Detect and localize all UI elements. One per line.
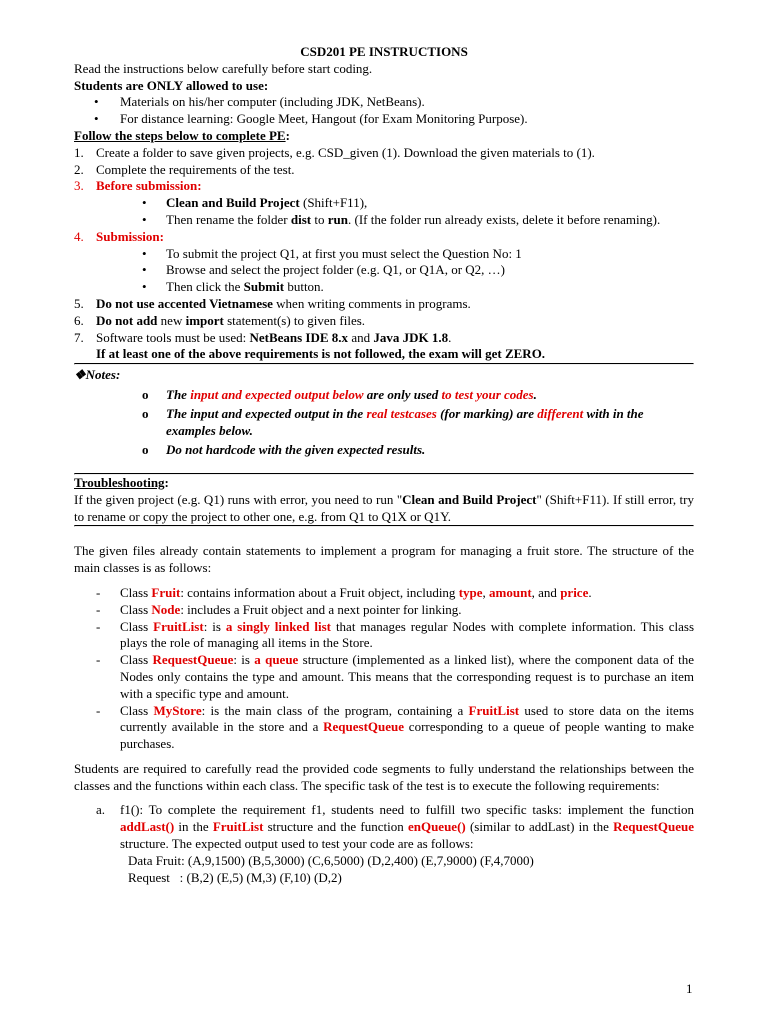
step-4-item: • Then click the Submit button.	[74, 279, 694, 296]
step-4: 4. Submission:	[74, 228, 164, 244]
troubleshooting-text: If the given project (e.g. Q1) runs with error, you need to run "Clean and Build Project" (Shift+F11). If still error, try to rename or copy the project to other one, e.g. from Q1 to Q1X or Q1Y.	[74, 491, 694, 524]
allowed-item: • Materials on his/her computer (including JDK, NetBeans).	[74, 94, 694, 111]
step-7: 7. Software tools must be used: NetBeans IDE 8.x and Java JDK 1.8.	[74, 329, 452, 345]
description-text: The given files already contain statements to implement a program for managing a fruit store. The structure of the main classes is as follows:	[74, 543, 694, 576]
step-3: 3. Before submission:	[74, 178, 202, 194]
zero-warning: If at least one of the above requirements is not followed, the exam will get ZERO.	[96, 346, 546, 362]
class-item-fruitlist: - Class FruitList: is a singly linked list that manages regular Nodes with complete information. This class plays the role of managing all items in the Store.	[74, 619, 694, 653]
expected-output-request: Request : (B,2) (E,5) (M,3) (F,10) (D,2)	[128, 869, 342, 885]
class-item-mystore: - Class MyStore: is the main class of the program, containing a FruitList used to store data on the items currently available in the store and a RequestQueue corresponding to a queue of people wanting to make purchases.	[74, 703, 694, 753]
requirement-f1: a. f1(): To complete the requirement f1, students need to fulfill two specific tasks: implement the function addLast() in the FruitList structure and the function enQueue() (similar to addLast) in the RequestQueue structure. The expected output used to test your code are as follows:	[96, 802, 694, 852]
step-4-item: • Browse and select the project folder (e.g. Q1, or Q1A, or Q2, …)	[74, 262, 694, 279]
step-3-item: • Then rename the folder dist to run. (If the folder run already exists, delete it before renaming).	[74, 212, 694, 229]
intro-text: Read the instructions below carefully before start coding.	[74, 60, 373, 76]
allowed-heading: Students are ONLY allowed to use:	[74, 77, 269, 93]
page-title: CSD201 PE INSTRUCTIONS	[300, 44, 468, 59]
allowed-item: • For distance learning: Google Meet, Hangout (for Exam Monitoring Purpose).	[74, 111, 694, 128]
step-1: 1. Create a folder to save given projects, e.g. CSD_given (1). Download the given materials to (1).	[74, 144, 595, 160]
page-number: 1	[686, 981, 693, 996]
expected-output-fruit: Data Fruit: (A,9,1500) (B,5,3000) (C,6,5000) (D,2,400) (E,7,9000) (F,4,7000)	[128, 852, 534, 868]
notes-heading: ❖Notes:	[74, 367, 121, 383]
steps-heading: Follow the steps below to complete PE:	[74, 127, 290, 143]
class-item-requestqueue: - Class RequestQueue: is a queue structure (implemented as a linked list), where the component data of the Nodes only contains the type and amount. This means that the corresponding request is to purchase an item with a specific type and amount.	[74, 652, 694, 702]
requirements-text: Students are required to carefully read the provided code segments to fully understand the relationships between the classes and the functions within each class. The specific task of the test is to execute the following requirements:	[74, 760, 694, 793]
note-item: o Do not hardcode with the given expected results.	[142, 441, 426, 457]
divider	[74, 363, 694, 365]
step-6: 6. Do not add new import statement(s) to given files.	[74, 312, 366, 328]
troubleshooting-heading: Troubleshooting:	[74, 474, 169, 490]
note-item: o The input and expected output below are only used to test your codes.	[142, 386, 537, 402]
note-item: o The input and expected output in the real testcases (for marking) are different with in the examples below.	[142, 405, 644, 438]
class-item-node: - Class Node: includes a Fruit object and a next pointer for linking.	[74, 602, 694, 619]
document-page	[74, 44, 694, 886]
step-5: 5. Do not use accented Vietnamese when writing comments in programs.	[74, 295, 471, 311]
step-3-item: • Clean and Build Project (Shift+F11),	[74, 195, 694, 212]
step-4-item: • To submit the project Q1, at first you must select the Question No: 1	[74, 246, 694, 263]
class-item-fruit: - Class Fruit: contains information about a Fruit object, including type, amount, and price.	[74, 585, 694, 602]
step-2: 2. Complete the requirements of the test.	[74, 161, 295, 177]
